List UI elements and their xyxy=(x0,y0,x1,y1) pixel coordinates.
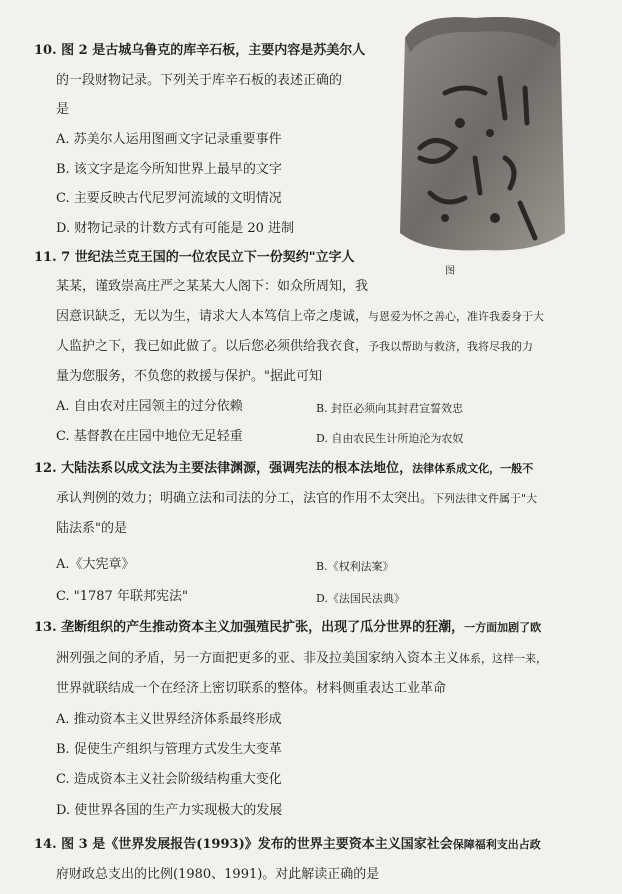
q12-option-b[interactable]: B.《权利法案》 xyxy=(316,560,394,573)
q11-stem-line3-part2: 与恩爱为怀之善心，准许我委身于大 xyxy=(368,310,545,323)
q13-stem-line1-part2: 一方面加剧了欧 xyxy=(464,621,542,634)
q11-option-b[interactable]: B. 封臣必须向其封君宣誓效忠 xyxy=(316,402,464,415)
kushim-tablet-image xyxy=(385,8,570,258)
figure-2-label: 图 xyxy=(445,266,455,277)
q11-option-a[interactable]: A. 自由农对庄园领主的过分依赖 xyxy=(56,399,243,414)
q14-stem-line1 xyxy=(34,836,541,854)
q10-stem-line3: 是 xyxy=(56,102,70,117)
q13-stem-line3: 世界就联结成一个在经济上密切联系的整体。材料侧重表达工业革命 xyxy=(56,681,447,696)
q13-stem-line2 xyxy=(56,650,547,668)
q13-stem-line2-part2: 体系，这样一来， xyxy=(459,652,548,665)
q11-stem-line4 xyxy=(56,338,533,356)
q12-option-c[interactable]: C. "1787 年联邦宪法" xyxy=(56,589,188,604)
q12-stem-line1 xyxy=(34,460,533,478)
q11-stem-line3-part1: 因意识缺乏，无以为生，请求大人本笃信上帝之虔诚， xyxy=(56,309,369,324)
q12-option-a[interactable]: A.《大宪章》 xyxy=(56,557,135,572)
q14-stem-line1-part1: 14. 图 3 是《世界发展报告(1993)》发布的世界主要资本主义国家社会 xyxy=(34,837,453,852)
q11-option-d[interactable]: D. 自由农民生计所迫沦为农奴 xyxy=(316,432,464,445)
q12-stem-line3: 陆法系"的是 xyxy=(56,521,127,536)
q11-stem-line4-part2: 予我以帮助与救济，我将尽我的力 xyxy=(368,340,534,353)
q10-option-b[interactable]: B. 该文字是迄今所知世界上最早的文字 xyxy=(56,162,282,177)
q12-stem-line2 xyxy=(56,490,537,508)
q14-stem-line1-part2: 保障福利支出占政 xyxy=(452,838,541,851)
q13-stem-line1 xyxy=(34,619,541,637)
q11-stem-line3 xyxy=(56,308,544,326)
q11-stem-line1: 11. 7 世纪法兰克王国的一位农民立下一份契约"立字人 xyxy=(34,250,355,265)
q11-stem-line5: 量为您服务，不负您的救援与保护。"据此可知 xyxy=(56,369,322,384)
q11-stem-line4-part1: 人监护之下，我已如此做了。以后您必须供给我衣食， xyxy=(56,339,369,354)
q10-option-c[interactable]: C. 主要反映古代尼罗河流域的文明情况 xyxy=(56,191,282,206)
q13-option-c[interactable]: C. 造成资本主义社会阶级结构重大变化 xyxy=(56,772,282,787)
q11-option-c[interactable]: C. 基督教在庄园中地位无足轻重 xyxy=(56,429,243,444)
q13-option-b[interactable]: B. 促使生产组织与管理方式发生大变革 xyxy=(56,742,282,757)
q12-stem-line1-part1: 12. 大陆法系以成文法为主要法律渊源，强调宪法的根本法地位， xyxy=(34,461,413,476)
q12-stem-line1-part2: 法律体系成文化，一般不 xyxy=(412,462,534,475)
q13-option-a[interactable]: A. 推动资本主义世界经济体系最终形成 xyxy=(56,712,282,727)
q10-stem-line1: 10. 图 2 是古城乌鲁克的库辛石板，主要内容是苏美尔人 xyxy=(34,43,366,58)
q11-stem-line2: 某某，谨致崇高庄严之某某大人阁下：如众所周知，我 xyxy=(56,279,369,294)
q12-stem-line2-part1: 承认判例的效力；明确立法和司法的分工，法官的作用不太突出。 xyxy=(56,491,434,506)
q12-option-d[interactable]: D.《法国民法典》 xyxy=(316,592,405,605)
q10-stem-line2: 的一段财物记录。下列关于库辛石板的表述正确的 xyxy=(56,73,343,88)
q13-option-d[interactable]: D. 使世界各国的生产力实现极大的发展 xyxy=(56,803,283,818)
q13-stem-line1-part1: 13. 垄断组织的产生推动资本主义加强殖民扩张，出现了瓜分世界的狂潮， xyxy=(34,620,465,635)
q14-stem-line2: 府财政总支出的比例(1980、1991)。对此解读正确的是 xyxy=(56,867,380,882)
q10-option-a[interactable]: A. 苏美尔人运用图画文字记录重要事件 xyxy=(56,132,282,147)
q12-stem-line2-part2: 下列法律文件属于"大 xyxy=(433,492,538,505)
q13-stem-line2-part1: 洲列强之间的矛盾，另一方面把更多的亚、非及拉美国家纳入资本主义 xyxy=(56,651,460,666)
q10-option-d[interactable]: D. 财物记录的计数方式有可能是 20 进制 xyxy=(56,221,295,236)
